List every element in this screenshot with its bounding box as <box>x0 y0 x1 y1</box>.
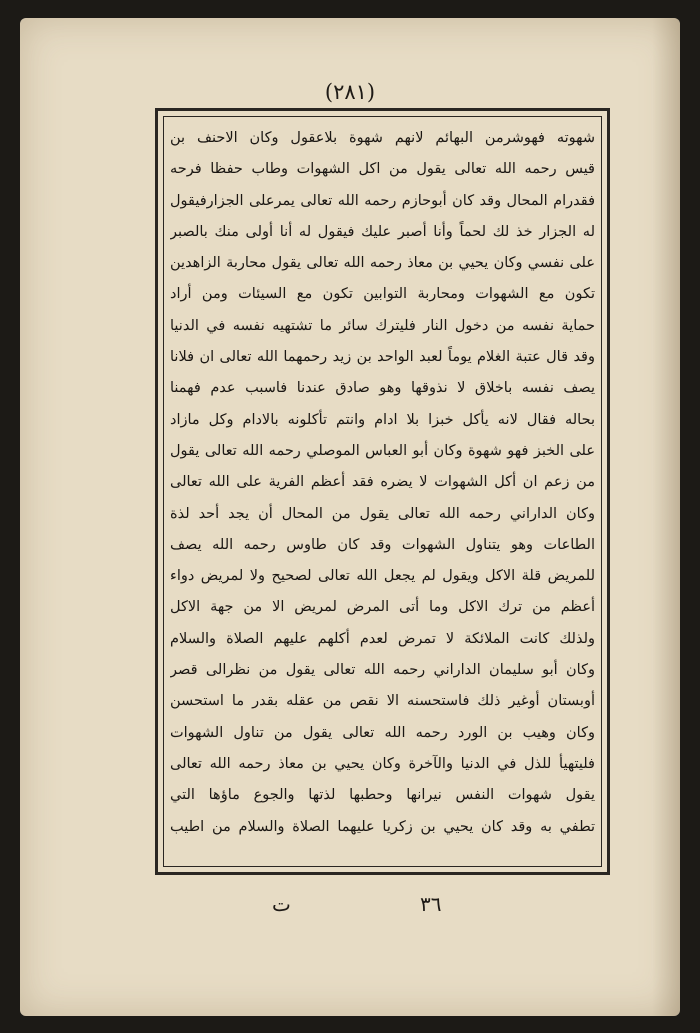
text-line: تكون مع الشهوات ومحاربة التوابين تكون مع السيئات ومن أراد <box>170 286 595 303</box>
text-line: من زعم ان أكل الشهوات لا يضره فقد أعظم الفرية على الله تعالى <box>170 474 595 491</box>
text-line: حماية نفسه من دخول النار فليترك سائر ما تشتهيه نفسه في الدنيا <box>170 317 595 334</box>
text-line: قيس رحمه الله تعالى يقول من اكل الشهوات وطاب حفظا فرحه <box>170 161 595 178</box>
text-line: فليتهيأ للذل في الدنيا والآخرة وكان يحيي بن معاذ رحمه الله تعالى <box>170 755 595 772</box>
text-line: على الخبز فهو شهوة وكان أبو العباس الموصلي رحمه الله تعالى يقول <box>170 442 595 459</box>
page-edge-shadow <box>652 18 680 1016</box>
text-line: بحاله فقال لانه يأكل خبزا بلا ادام وانتم تأكلونه بالادام وكل مازاد <box>170 411 595 428</box>
text-line: يصف نفسه باخلاق لا نذوقها وهو صادق عندنا فاسبب عدم فهمنا <box>170 380 595 397</box>
text-frame <box>155 108 610 875</box>
text-line: للمريض قلة الاكل ويقول لم يجعل الله تعالى لصحيح ولا لمريض دواء <box>170 568 595 585</box>
text-line: أعظم من ترك الاكل وما أتى المرض لمريض الا من جهة الاكل <box>170 599 595 616</box>
text-line: له الجزار خذ لك لحماً وأنا أصبر عليك فيقول له أنا أولى منك بالصبر <box>170 223 595 240</box>
text-line: وكان وهيب بن الورد رحمه الله تعالى يقول من تناول الشهوات <box>170 724 595 741</box>
text-line: أوبستان أوغير ذلك فاستحسنه الا نقص من عقله بقدر ما استحسن <box>170 693 595 710</box>
footer-page-number: ٣٦ <box>420 892 442 916</box>
page-number: (٢٨١) <box>324 80 376 104</box>
text-line: على نفسي وكان يحيي بن معاذ رحمه الله تعالى يقول محاربة الزاهدين <box>170 255 595 272</box>
text-line: يقول شهوات النفس نيرانها وحطبها لذتها والجوع ماؤها التي <box>170 787 595 804</box>
text-line: الطاعات وهو يتناول الشهوات وقد كان طاوس رحمه الله يصف <box>170 536 595 553</box>
text-line: فقدرام المحال وقد كان أبوحازم رحمه الله تعالى يمرعلى الجزارفيقول <box>170 192 595 209</box>
text-line: ولذلك كانت الملائكة لا تمرض لعدم أكلهم عليهم الصلاة والسلام <box>170 630 595 647</box>
text-line: وكان الداراني رحمه الله تعالى يقول من المحال أن يجد أحد لذة <box>170 505 595 522</box>
signature-mark: ت <box>272 892 291 916</box>
text-block <box>163 116 602 867</box>
text-line: تطفي به وقد كان يحيي بن زكريا عليهما الصلاة والسلام من اطيب <box>170 818 595 835</box>
text-line: شهوته فهوشرمن البهائم لانهم شهوة بلاعقول وكان الاحنف بن <box>170 130 595 146</box>
text-line: وكان أبو سليمان الداراني رحمه الله تعالى يقول من نظرالى قصر <box>170 662 595 679</box>
text-line: وقد قال عتبة الغلام يوماً لعبد الواحد بن زيد رحمهما الله تعالى ان فلانا <box>170 349 595 366</box>
